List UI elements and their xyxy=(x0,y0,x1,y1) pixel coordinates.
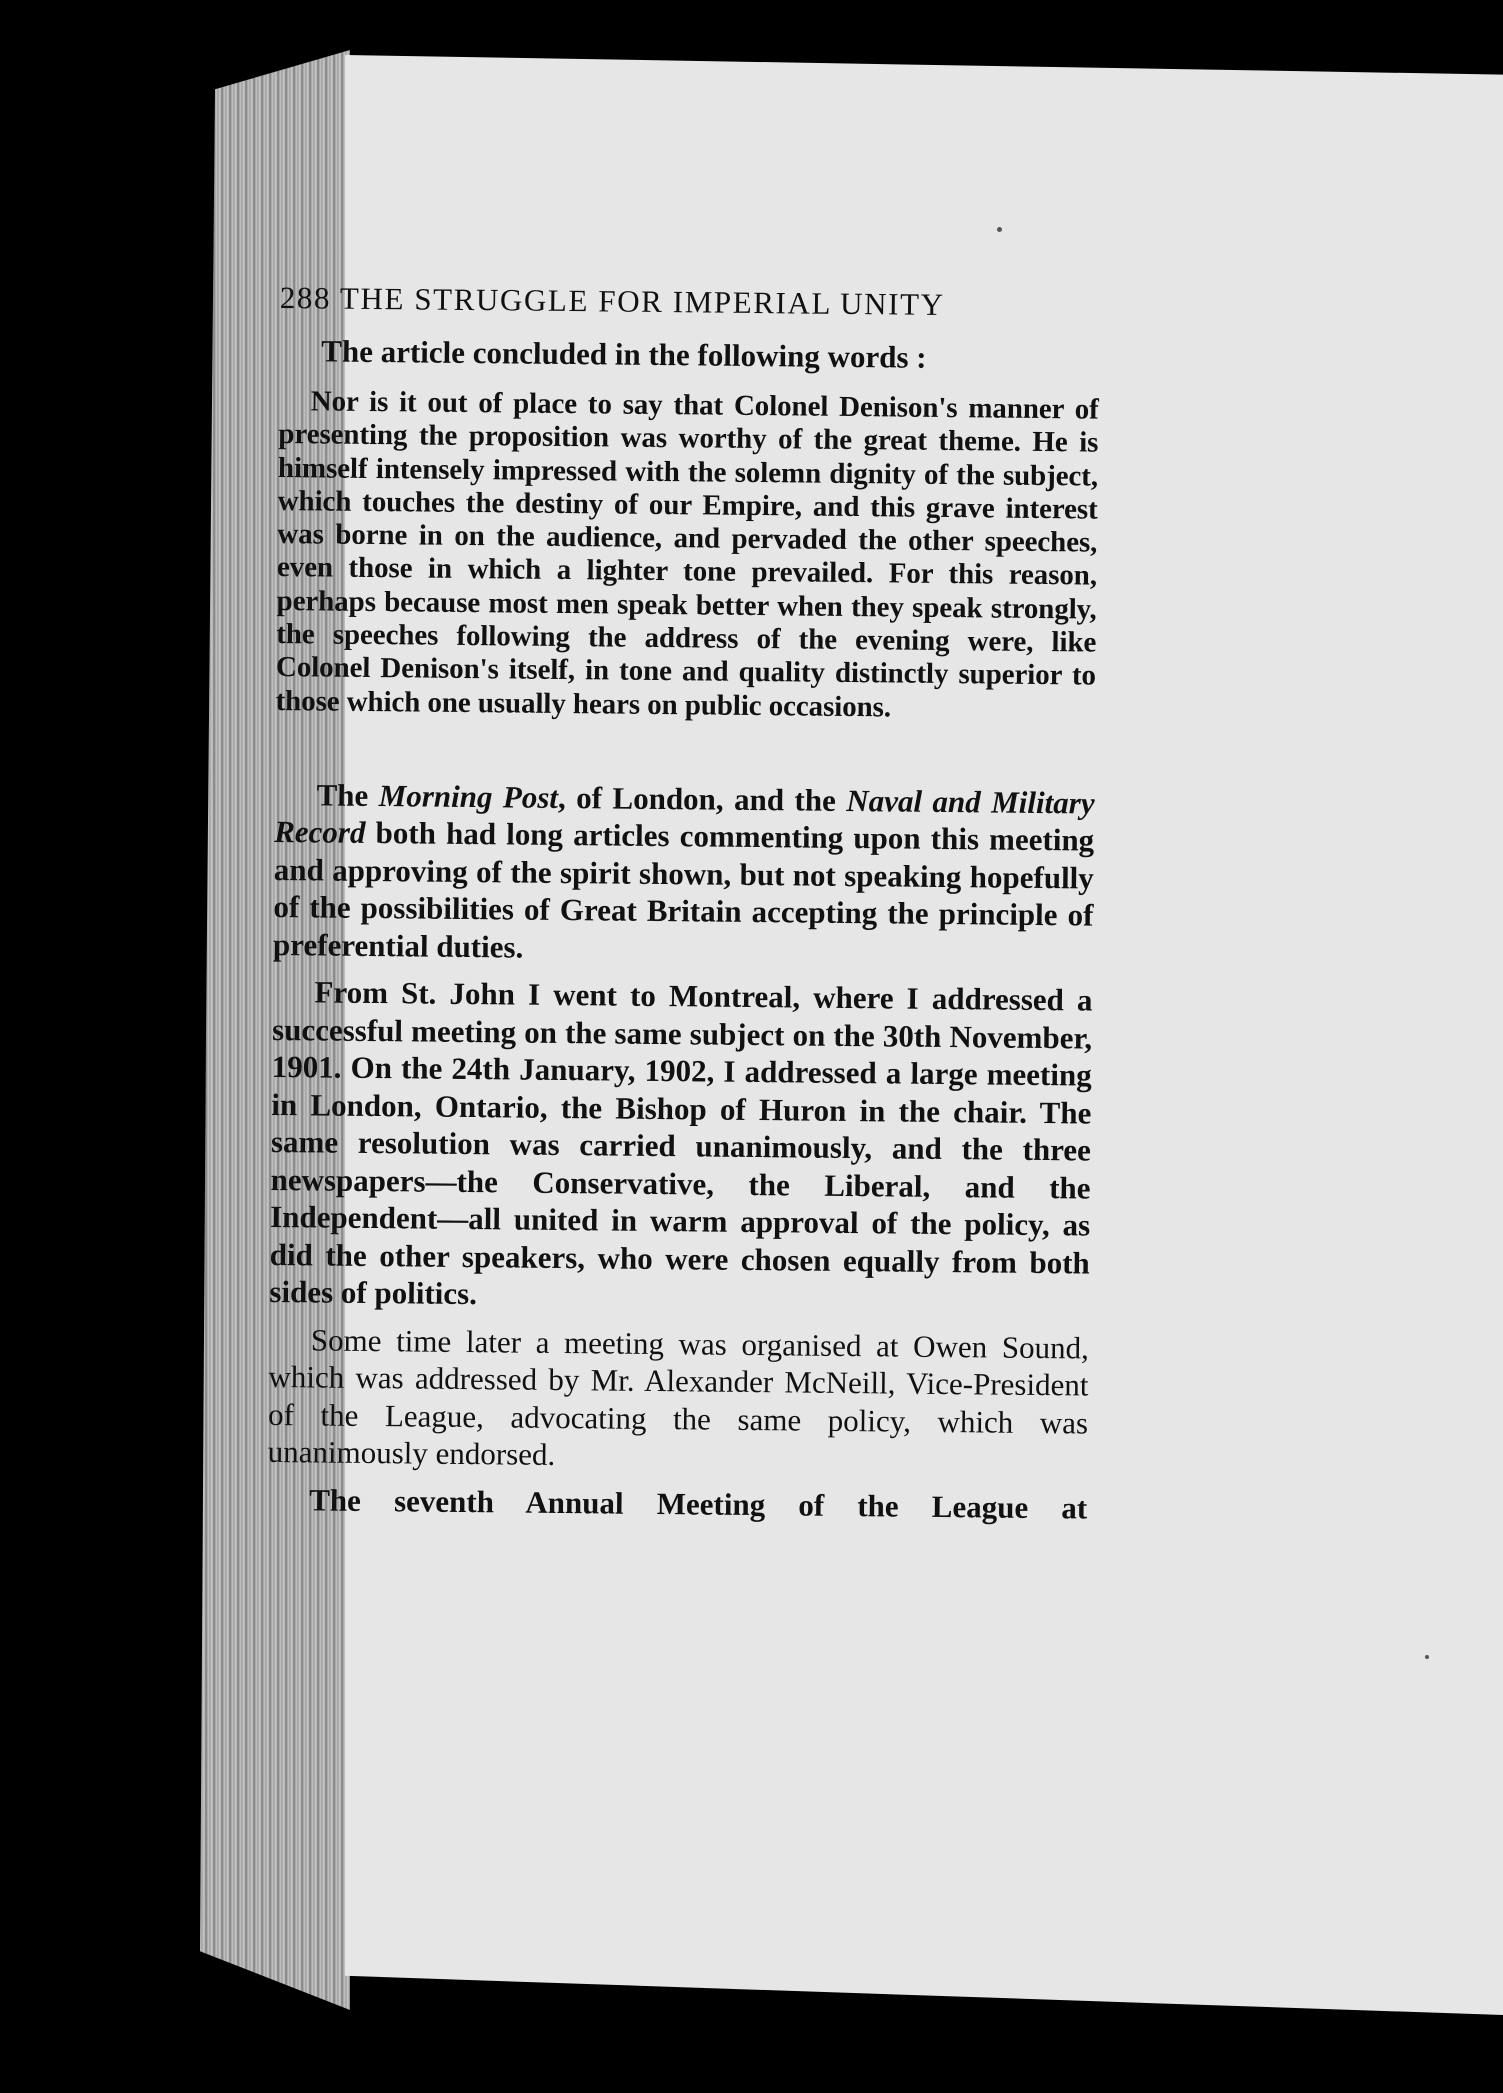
paragraph-morning-post xyxy=(273,776,1095,972)
paragraph-text: both had long articles commenting upon this meeting and approving of the spirit shown, but not speaking hopefully of the possibilities of Great Britain accepting the principle of preferential duties. xyxy=(272,815,1095,965)
paragraph-text: , of London, and the xyxy=(557,779,847,818)
publication-title: Morning Post xyxy=(378,778,559,815)
block-quote: Nor is it out of place to say that Colonel Denison's manner of presenting the proposition was worthy of the great theme. He is himself intensely impressed with the solemn dignity of the subject, which touches the destiny of our Empire, and this grave interest was borne in on the audience, and pervaded the other speeches, even those in which a lighter tone prevailed. For this reason, perhaps because most men speak better when they speak strongly, the speeches following the address of the evening were, like Colonel Denison's itself, in tone and quality distinctly superior to those which one usually hears on public occasions. xyxy=(275,385,1099,724)
paragraph-seventh-meeting: The seventh Annual Meeting of the League at xyxy=(309,1482,1088,1526)
paragraph-montreal: From St. John I went to Montreal, where I addressed a successful meeting on the same subject on the 30th November, 1901. On the 24th January, 1902, I addressed a large meeting in London, Ontario, the Bishop of Huron in the chair. The same resolution was carried unanimously, and the three newspapers—the Conservative, the Liberal, and the Independent—all united in warm approval of the policy, as did the other speakers, who were chosen equally from both sides of politics. xyxy=(269,974,1093,1312)
paragraph-text: The xyxy=(316,777,379,814)
dust-speck xyxy=(1425,1655,1429,1659)
paragraph-owen-sound: Some time later a meeting was organised at Owen Sound, which was addressed by Mr. Alexander McNeill, Vice-President of the League, advocating the same policy, which was unanimously endorsed. xyxy=(267,1322,1090,1473)
dust-speck xyxy=(997,227,1002,232)
running-head: 288 THE STRUGGLE FOR IMPERIAL UNITY xyxy=(279,280,945,322)
publication-title: Naval and Military Record xyxy=(274,782,1095,851)
page-text-block xyxy=(267,280,1100,1537)
intro-paragraph: The article concluded in the following words : xyxy=(321,333,927,375)
